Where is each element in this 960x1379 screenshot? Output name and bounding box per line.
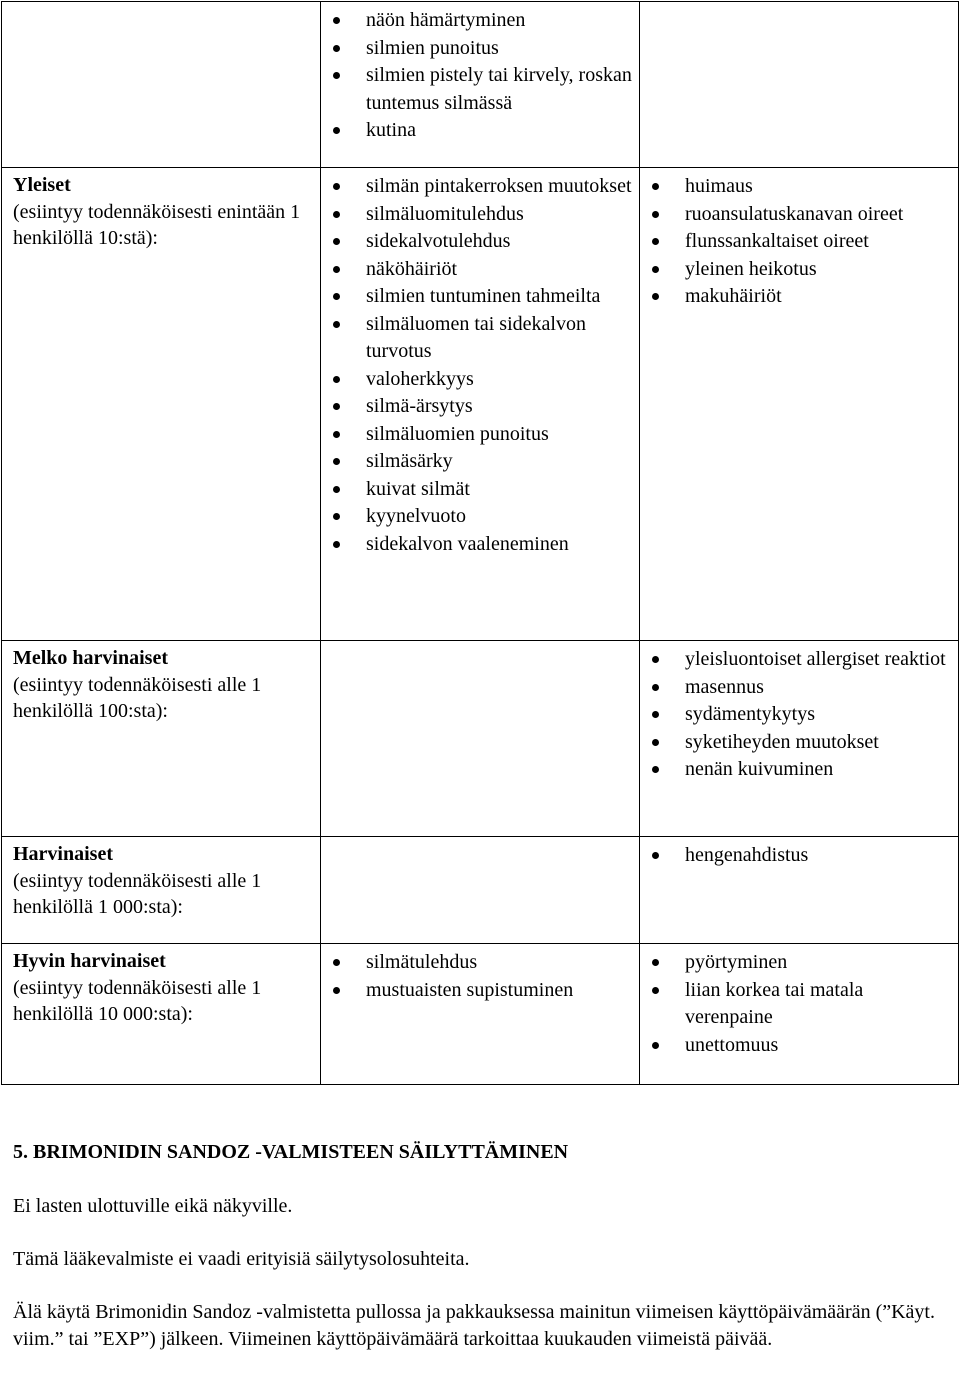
bullet-list [640,944,958,1059]
list-item: silmäsärky [321,448,639,476]
other-effects-cell [640,944,959,1085]
storage-paragraph: Tämä lääkevalmiste ei vaadi erityisiä säilytysolosuhteita. [13,1248,470,1270]
bullet-list [640,837,958,870]
list-item: huimaus [640,173,958,201]
list-item: näön hämärtyminen [321,7,639,35]
storage-paragraph: Ei lasten ulottuville eikä näkyville. [13,1195,293,1217]
other-effects-cell [640,837,959,944]
list-item: liian korkea tai matala verenpaine [640,977,958,1032]
frequency-cell [2,2,321,168]
table-row [2,944,959,1085]
bullet-list [321,944,639,1004]
list-item: unettomuus [640,1032,958,1060]
list-item: silmäluomien punoitus [321,421,639,449]
list-item: näköhäiriöt [321,256,639,284]
frequency-description: (esiintyy todennäköisesti enintään 1 henkilöllä 10:stä): [13,200,301,249]
frequency-cell [2,168,321,641]
list-item: pyörtyminen [640,949,958,977]
list-item: ruoansulatuskanavan oireet [640,201,958,229]
other-effects-cell [640,641,959,837]
list-item: silmäluomitulehdus [321,201,639,229]
list-item: silmätulehdus [321,949,639,977]
frequency-title: Hyvin harvinaiset [13,950,166,972]
bullet-list [321,2,639,145]
frequency-description: (esiintyy todennäköisesti alle 1 henkilöllä 100:sta): [13,673,262,722]
list-item: yleisluontoiset allergiset reaktiot [640,646,958,674]
list-item: silmien pistely tai kirvely, roskan tuntemus silmässä [321,62,639,117]
list-item: nenän kuivuminen [640,756,958,784]
list-item: flunssankaltaiset oireet [640,228,958,256]
section-heading: 5. BRIMONIDIN SANDOZ -VALMISTEEN SÄILYTTÄMINEN [13,1141,569,1163]
table-row [2,168,959,641]
eye-effects-cell [321,641,640,837]
list-item: silmien tuntuminen tahmeilta [321,283,639,311]
list-item: masennus [640,674,958,702]
bullet-list [321,837,639,842]
list-item: sydämentykytys [640,701,958,729]
eye-effects-cell [321,2,640,168]
table-row [2,837,959,944]
frequency-cell [2,641,321,837]
list-item: mustuaisten supistuminen [321,977,639,1005]
list-item: valoherkkyys [321,366,639,394]
list-item: kutina [321,117,639,145]
eye-effects-cell [321,168,640,641]
frequency-title: Yleiset [13,174,71,196]
frequency-cell [2,944,321,1085]
list-item: silmän pintakerroksen muutokset [321,173,639,201]
list-item: makuhäiriöt [640,283,958,311]
frequency-title: Melko harvinaiset [13,647,168,669]
frequency-title: Harvinaiset [13,843,113,865]
expiry-paragraph: Älä käytä Brimonidin Sandoz -valmistetta pullossa ja pakkauksessa mainitun viimeisen käyttöpäivämäärän (”Käyt. viim.” tai ”EXP”) jälkeen. Viimeinen käyttöpäivämäärä tarkoittaa kuukauden viimeistä päivää. [13,1301,935,1350]
bullet-list [640,168,958,311]
list-item: kuivat silmät [321,476,639,504]
other-effects-cell [640,168,959,641]
bullet-list [640,641,958,784]
other-effects-cell [640,2,959,168]
list-item: kyynelvuoto [321,503,639,531]
frequency-cell [2,837,321,944]
eye-effects-cell [321,837,640,944]
list-item: silmäluomen tai sidekalvon turvotus [321,311,639,366]
list-item: syketiheyden muutokset [640,729,958,757]
table-row [2,641,959,837]
table-row [2,2,959,168]
side-effects-table [1,1,959,1085]
list-item: yleinen heikotus [640,256,958,284]
list-item: hengenahdistus [640,842,958,870]
list-item: sidekalvotulehdus [321,228,639,256]
frequency-description: (esiintyy todennäköisesti alle 1 henkilöllä 10 000:sta): [13,976,262,1025]
frequency-description: (esiintyy todennäköisesti alle 1 henkilöllä 1 000:sta): [13,869,262,918]
list-item: sidekalvon vaaleneminen [321,531,639,559]
list-item: silmien punoitus [321,35,639,63]
bullet-list [321,168,639,558]
eye-effects-cell [321,944,640,1085]
list-item: silmä-ärsytys [321,393,639,421]
bullet-list [321,641,639,646]
